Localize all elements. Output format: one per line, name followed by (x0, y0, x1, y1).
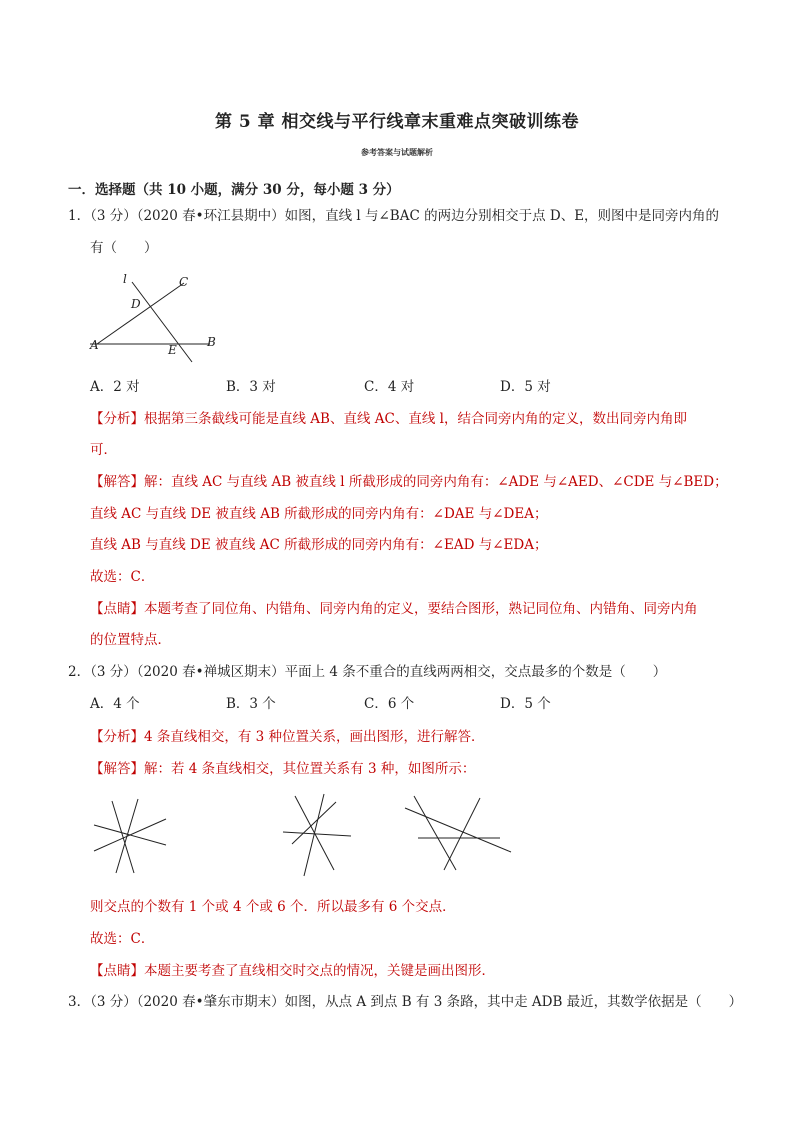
q1-analysis-tag: 【分析】 (90, 411, 144, 427)
q1-comment-text1: 本题考查了同位角、内错角、同旁内角的定义，要结合图形，熟记同位角、内错角、同旁内角 (144, 601, 698, 617)
q1-answer-line2: 直线 AC 与直线 DE 被直线 AB 所截形成的同旁内角有：∠DAE 与∠DEA； (90, 506, 548, 522)
q2-option-a: A．4 个 (90, 696, 140, 712)
q1-option-a: A．2 对 (90, 379, 140, 395)
q2-comment-tag: 【点睛】 (90, 963, 144, 979)
q2-fig2-line2 (304, 794, 324, 876)
q2-answer-text: 解：若 4 条直线相交，其位置关系有 3 种，如图所示： (144, 761, 476, 777)
q2-option-b: B．3 个 (226, 696, 276, 712)
q2-figure-four-points (280, 790, 360, 880)
q1-option-c: C．4 对 (364, 379, 415, 395)
q2-figure-six-points (400, 790, 515, 875)
q1-line-ac (97, 283, 184, 344)
q1-stem-line1: 1．（3 分）（2020 春•环江县期中）如图，直线 l 与∠BAC 的两边分别相交于点 D、E，则图中是同旁内角的 (68, 208, 720, 224)
q1-line-l (132, 282, 192, 362)
q1-figure (85, 270, 235, 370)
q1-label-c: C (179, 275, 189, 289)
q1-analysis-text1: 根据第三条截线可能是直线 AB、直线 AC、直线 l，结合同旁内角的定义，数出同旁内角即 (144, 411, 687, 427)
q1-comment-line1 (90, 600, 698, 618)
q2-analysis-text: 4 条直线相交，有 3 种位置关系，画出图形，进行解答． (144, 729, 485, 745)
q1-answer-tag: 【解答】 (90, 474, 144, 490)
q2-analysis-line (90, 728, 485, 746)
q2-fig2-line4 (292, 802, 336, 844)
q2-fig1-line4 (94, 819, 166, 851)
q1-analysis-line2: 可． (90, 442, 117, 458)
q1-stem-line2: 有（ ） (90, 240, 158, 256)
q1-option-b: B．3 对 (226, 379, 276, 395)
q2-fig2-line3 (283, 832, 351, 836)
section-heading: 一．选择题（共 10 小题，满分 30 分，每小题 3 分） (68, 182, 400, 198)
q2-choice: 故选：C． (90, 931, 155, 947)
q1-answer-line3: 直线 AB 与直线 DE 被直线 AC 所截形成的同旁内角有：∠EAD 与∠EDA； (90, 537, 548, 553)
q2-conclusion: 则交点的个数有 1 个或 4 个或 6 个．所以最多有 6 个交点． (90, 899, 456, 915)
q2-fig3-line2 (405, 808, 511, 852)
q2-answer-tag: 【解答】 (90, 761, 144, 777)
q1-choice: 故选：C． (90, 569, 155, 585)
q2-answer-line (90, 760, 475, 778)
q2-analysis-tag: 【分析】 (90, 729, 144, 745)
q1-analysis-line1 (90, 410, 687, 428)
q1-comment-line2: 的位置特点． (90, 632, 171, 648)
q1-answer-text1: 解：直线 AC 与直线 AB 被直线 l 所截形成的同旁内角有：∠ADE 与∠AED、∠CDE 与∠BED； (144, 474, 728, 490)
q1-label-l: l (123, 272, 127, 286)
q2-option-d: D．5 个 (500, 696, 551, 712)
q1-label-b: B (207, 335, 216, 349)
q2-stem: 2．（3 分）（2020 春•禅城区期末）平面上 4 条不重合的直线两两相交，交点最多的个数是（ ） (68, 664, 667, 680)
q1-label-e: E (168, 343, 177, 357)
page-title: 第 5 章 相交线与平行线章末重难点突破训练卷 (214, 112, 580, 132)
q1-comment-tag: 【点睛】 (90, 601, 144, 617)
q2-option-c: C．6 个 (364, 696, 415, 712)
q1-label-d: D (131, 297, 141, 311)
q2-comment-text: 本题主要考查了直线相交时交点的情况，关键是画出图形． (144, 963, 495, 979)
page-subtitle: 参考答案与试题解析 (361, 147, 433, 157)
q1-answer-line1 (90, 473, 728, 491)
q3-stem: 3．（3 分）（2020 春•肇东市期末）如图，从点 A 到点 B 有 3 条路，其中走 ADB 最近，其数学依据是（ ） (68, 994, 743, 1010)
q1-label-a: A (90, 338, 99, 352)
q2-comment-line (90, 962, 495, 980)
q1-option-d: D．5 对 (500, 379, 551, 395)
q2-fig3-line4 (444, 798, 480, 870)
q2-fig1-line1 (112, 801, 134, 873)
q2-figure-one-point (90, 795, 172, 877)
